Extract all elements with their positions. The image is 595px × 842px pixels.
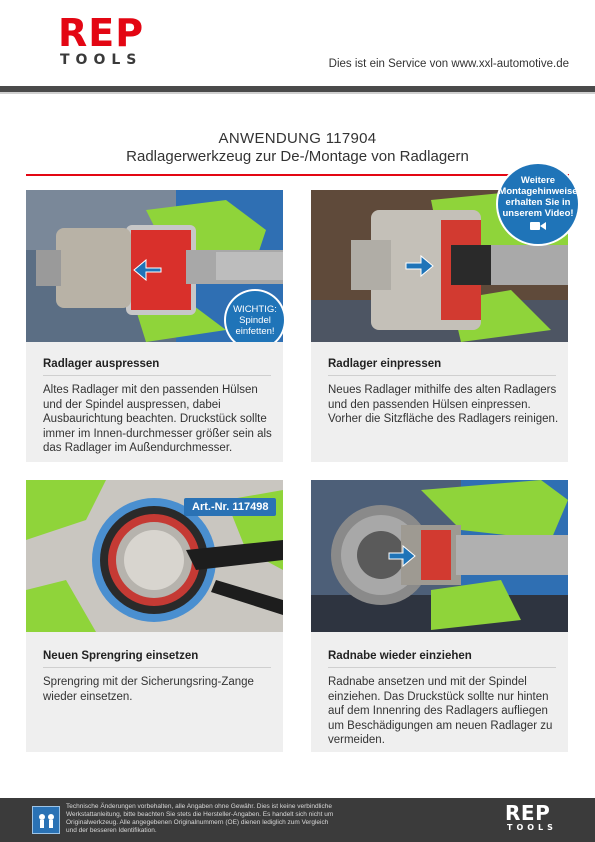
page-title: ANWENDUNG 117904 (218, 130, 377, 147)
card-heading: Radlager einpressen (328, 358, 442, 370)
card-divider (43, 667, 271, 668)
card-text: Radnabe ansetzen und mit der Spindel einziehen. Das Druckstück sollte nur hinten auf dem Innenring des Radlagers aufliegen um Beschädigungen am neuen Radlager zu vermeiden. (328, 676, 553, 746)
rep-logo-subtitle: TOOLS (60, 52, 143, 68)
card-heading: Neuen Sprengring einsetzen (43, 650, 199, 662)
video-badge-line2: Montagehinweise (498, 185, 578, 197)
wichtig-badge-line1: WICHTIG: (233, 303, 277, 315)
footer-rep-logo: REP (505, 801, 551, 825)
photo-radnabe-einziehen (311, 480, 568, 632)
certification-icon (32, 806, 60, 834)
card-text: Sprengring mit der Sicherungsring-Zange wieder einsetzen. (43, 676, 254, 703)
header-divider-shadow (0, 92, 595, 94)
card-heading: Radlager auspressen (43, 358, 160, 370)
wichtig-badge (226, 291, 284, 349)
video-badge-line3: erhalten Sie in (505, 196, 571, 208)
video-badge-line1: Weitere (520, 174, 556, 186)
wichtig-badge-line2: Spindel (239, 314, 271, 326)
wichtig-badge-line3: einfetten! (235, 325, 275, 337)
card-text: Neues Radlager mithilfe des alten Radlagers und den passenden Hülsen einpressen. Vorher die Sitzfläche des Radlagers reinigen. (328, 384, 559, 425)
card-divider (328, 667, 556, 668)
footer-disclaimer: Technische Änderungen vorbehalten, alle Angaben ohne Gewähr. Dies ist keine verbindliche Werkstattanleitung, bitte beachten Sie stets die Hersteller-Angaben. Es handelt sich nicht um Originalwerkzeug. Alle angegebenen Originalnummern (OE) dienen lediglich zum Vergleich und der besseren Identifikation. (66, 803, 334, 834)
article-number-badge: Art.-Nr. 117498 (184, 498, 276, 516)
rep-logo: REP (58, 11, 145, 55)
card-text: Altes Radlager mit den passenden Hülsen und der Spindel auspressen, dabei Ausbaurichtung beachten. Druckstück sollte immer im Innen-durchmesser größer sein als das Radlager im Außendurchmesser. (43, 384, 272, 454)
title-divider (26, 174, 569, 176)
video-badge[interactable] (498, 164, 578, 244)
video-camera-icon (530, 221, 546, 234)
footer-rep-logo-subtitle: TOOLS (507, 823, 557, 832)
page-subtitle: Radlagerwerkzeug zur De-/Montage von Radlagern (126, 148, 469, 165)
card-heading: Radnabe wieder einziehen (328, 650, 472, 662)
card-divider (43, 375, 271, 376)
card-divider (328, 375, 556, 376)
service-note: Dies ist ein Service von www.xxl-automotive.de (328, 58, 569, 70)
video-badge-line4: unserem Video! (502, 207, 574, 219)
